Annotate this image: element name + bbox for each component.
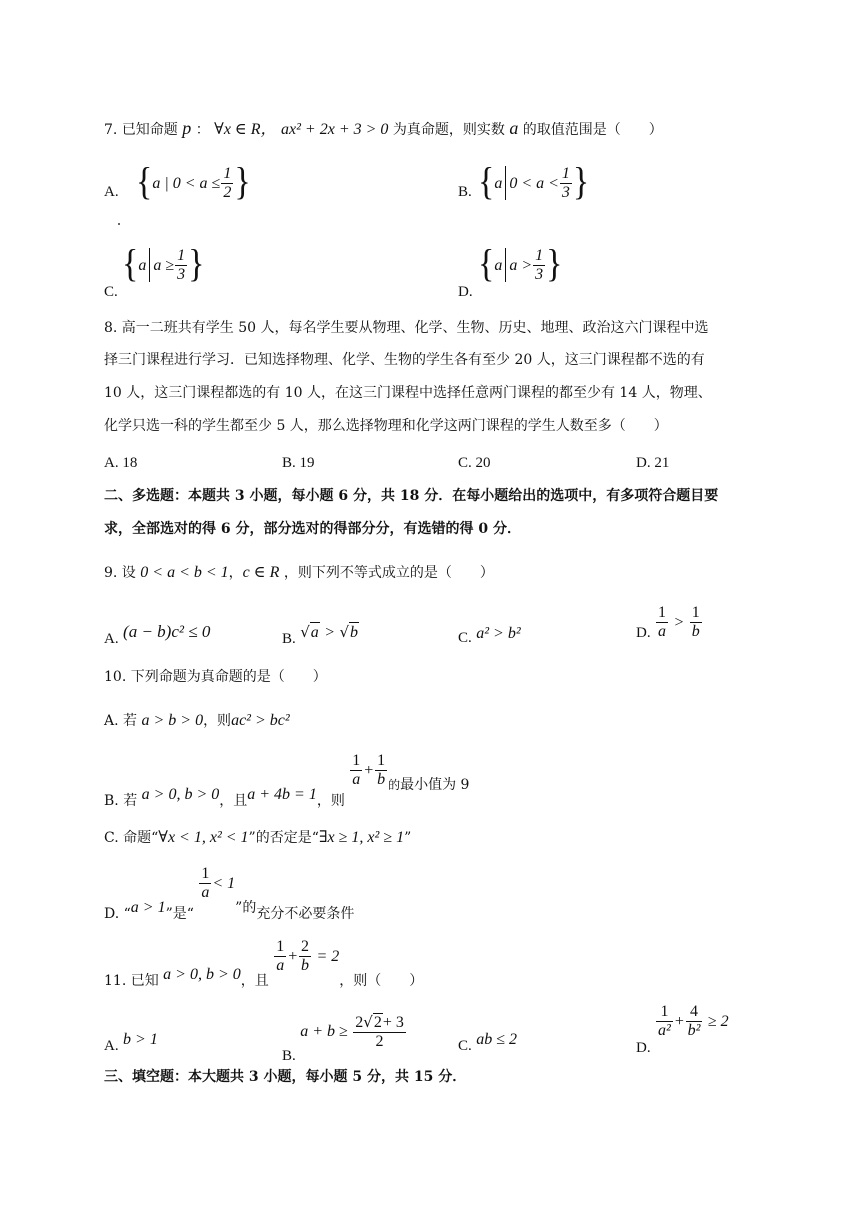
fraction-1-over-b: $\frac{1}{b}$ bbox=[377, 752, 386, 789]
option-expr: ab ≤ 2 bbox=[476, 1031, 517, 1048]
option-label: C. 命题“ bbox=[104, 830, 159, 846]
set-expr: { a a > $\frac{1}{3}$ } bbox=[478, 243, 563, 286]
gt: > bbox=[673, 613, 685, 631]
option-label: A. 若 bbox=[104, 713, 138, 729]
fraction: $\frac{1}{2}$ bbox=[223, 164, 232, 201]
stem-suffix: ，则（ ） bbox=[339, 972, 424, 989]
end-text: ”的 bbox=[235, 899, 257, 916]
set-cond: a | 0 < a ≤ bbox=[152, 174, 221, 192]
lt: < 1 bbox=[212, 874, 236, 892]
q8-option-b: B. 19 bbox=[282, 455, 315, 471]
q7-option-c bbox=[104, 243, 205, 300]
option-expr: (a − b)c² ≤ 0 bbox=[123, 622, 211, 641]
mid-text-2: ，则 bbox=[316, 792, 345, 809]
cond: a > 1 bbox=[130, 898, 166, 916]
q8-line-4: 化学只选一科的学生都至少 5 人，那么选择物理和化学这两门课程的学生人数至多（ ） bbox=[104, 418, 668, 434]
option-label: A. bbox=[104, 184, 119, 200]
option-label: D. “ bbox=[104, 905, 131, 922]
fraction-2-over-b: $\frac{2}{b}$ bbox=[301, 938, 310, 975]
q7-option-b bbox=[458, 161, 590, 204]
q9-option-d bbox=[636, 604, 703, 642]
q8-line-2: 择三门课程进行学习．已知选择物理、化学、生物的学生各有至少 20 人，这三门课程都不选的有 bbox=[104, 352, 705, 368]
q10-option-d bbox=[104, 865, 355, 922]
stem-text-2: 为真命题，则实数 bbox=[392, 122, 505, 138]
gt: > bbox=[324, 624, 336, 641]
cond-2: a + 4b = 1 bbox=[247, 785, 317, 803]
fraction: $\frac{1}{3}$ bbox=[561, 164, 570, 201]
mid-text: ，且 bbox=[219, 792, 248, 809]
option-expr: b > 1 bbox=[123, 1031, 158, 1048]
cond-2: c ∈ R bbox=[242, 564, 280, 581]
sqrt-sign: √ bbox=[339, 623, 350, 641]
cond: a > 0, b > 0 bbox=[163, 965, 241, 983]
stray-dot bbox=[118, 223, 120, 225]
tail: 的 bbox=[388, 777, 401, 792]
mid-text: ”是“ bbox=[165, 905, 194, 922]
option-label: D. bbox=[458, 284, 473, 300]
end-quote: ” bbox=[404, 830, 412, 846]
fraction-4-over-b-squared: $\frac{4}{\text{b²}}$ bbox=[687, 1003, 701, 1040]
q11-option-a bbox=[104, 1030, 158, 1054]
var-a: a bbox=[509, 118, 519, 138]
stem-prefix: 11. 已知 bbox=[104, 972, 159, 989]
option-rhs: ≥ 2 bbox=[707, 1012, 729, 1030]
option-label: D. bbox=[636, 1039, 651, 1056]
fraction-1-over-b: $\frac{1}{b}$ bbox=[691, 604, 700, 641]
stem-prefix: 9. 设 bbox=[104, 565, 136, 581]
tail: 充分不必要条件 bbox=[256, 905, 355, 922]
q11-option-c bbox=[458, 1030, 517, 1054]
fraction-1-over-a-squared: $\frac{1}{\text{a²}}$ bbox=[658, 1003, 671, 1040]
question-number: 7. bbox=[104, 122, 118, 138]
section-2-heading-line-1: 二、多选题：本题共 3 小题，每小题 6 分，共 18 分．在每小题给出的选项中，有多项符合题目要 bbox=[104, 488, 719, 504]
q9-option-c bbox=[458, 624, 521, 646]
option-label: B. bbox=[458, 184, 472, 200]
q11-stem: 11. 已知 a > 0, b > 0，且 $\frac{1}{a}$ + $\frac{2}{b}$ = 2，则（ ） bbox=[104, 938, 424, 989]
q8-option-c: C. 20 bbox=[458, 455, 491, 471]
option-label: B. 若 bbox=[104, 792, 138, 809]
q10-stem: 10. 下列命题为真命题的是（ ） bbox=[104, 669, 327, 685]
fraction-1-over-a: $\frac{1}{a}$ bbox=[352, 752, 361, 789]
q11-option-d: D. $\frac{1}{\text{a²}}$ + $\frac{4}{\text{b²}}$ ≥ 2 bbox=[636, 1003, 729, 1056]
stem-text-3: 的取值范围是（ ） bbox=[522, 122, 663, 138]
q7-option-d bbox=[458, 243, 563, 300]
set-expr: { a 0 < a < $\frac{1}{3}$ } bbox=[478, 161, 590, 204]
prop: ∀x < 1, x² < 1 bbox=[158, 829, 249, 846]
cond-1: 0 < a < b < 1 bbox=[140, 564, 229, 581]
q9-stem bbox=[104, 563, 494, 582]
q10-option-a bbox=[104, 711, 290, 730]
set-expr: { a a ≥ $\frac{1}{3}$ } bbox=[122, 243, 205, 286]
sep: ， bbox=[228, 565, 243, 581]
mid-text: ，则 bbox=[203, 713, 232, 729]
section-2-heading-line-2: 求，全部选对的得 6 分，部分选对的得部分分，有选错的得 0 分． bbox=[104, 521, 521, 537]
q8-option-d: D. 21 bbox=[636, 455, 670, 471]
q10-option-b bbox=[104, 752, 470, 809]
q8-line-3: 10 人，这三门课程都选的有 10 人，在这三门课程中选择任意两门课程的都至少有 14 人，物理、 bbox=[104, 385, 712, 401]
q9-option-a bbox=[104, 622, 211, 647]
sqrt-sign: √ bbox=[300, 623, 310, 641]
forall-expr: ∀x ∈ R， bbox=[214, 121, 277, 138]
stem-text: 已知命题 bbox=[121, 122, 178, 138]
fraction-1-over-a: $\frac{1}{a}$ bbox=[658, 604, 667, 641]
q8-line-1: 8. 高一二班共有学生 50 人，每名学生要从物理、化学、生物、历史、地理、政治这六门课程中选 bbox=[104, 320, 709, 336]
mid-text: ，且 bbox=[240, 972, 269, 989]
option-label: C. bbox=[458, 1038, 472, 1054]
tail-2: 最小值为 9 bbox=[400, 776, 470, 793]
fraction-1-over-a: $\frac{1}{a}$ bbox=[201, 865, 210, 902]
option-expr: a² > b² bbox=[476, 625, 521, 642]
q11-option-b bbox=[282, 1003, 407, 1065]
option-label: D. bbox=[636, 624, 651, 641]
q9-option-b bbox=[282, 622, 359, 647]
option-label: B. bbox=[282, 631, 296, 647]
cond: a > 0, b > 0 bbox=[141, 785, 220, 803]
option-lhs: a + b ≥ bbox=[300, 1023, 348, 1041]
option-label: B. bbox=[282, 1048, 296, 1065]
section-3-heading: 三、填空题：本大题共 3 小题，每小题 5 分，共 15 分． bbox=[104, 1069, 467, 1085]
q8-option-a: A. 18 bbox=[104, 455, 138, 471]
result: ac² > bc² bbox=[231, 712, 290, 729]
option-label: A. bbox=[104, 631, 119, 647]
equals: = 2 bbox=[316, 947, 340, 965]
q7-option-a bbox=[104, 161, 251, 204]
sqrt-b: b bbox=[350, 624, 359, 641]
fraction-sqrt: $\frac{2√2+ 3}{2}$ bbox=[355, 1013, 404, 1051]
quadratic-expr: ax² + 2x + 3 > 0 bbox=[281, 121, 389, 138]
option-label: C. bbox=[104, 284, 118, 300]
q7-stem bbox=[104, 118, 663, 140]
sqrt-a: a bbox=[310, 624, 319, 641]
set-expr: { a | 0 < a ≤ $\frac{1}{2}$ } bbox=[136, 161, 251, 204]
fraction: $\frac{1}{3}$ bbox=[177, 246, 186, 283]
q10-option-c bbox=[104, 828, 411, 847]
cond: a > b > 0 bbox=[141, 712, 204, 729]
mid-text: ”的否定是“ bbox=[248, 830, 319, 846]
colon: ： bbox=[195, 122, 210, 138]
var-p: p bbox=[182, 118, 192, 138]
option-label: A. bbox=[104, 1038, 119, 1054]
stem-suffix: ，则下列不等式成立的是（ ） bbox=[283, 565, 494, 581]
option-label: C. bbox=[458, 630, 472, 646]
negation: ∃x ≥ 1, x² ≥ 1 bbox=[318, 829, 405, 846]
fraction-1-over-a: $\frac{1}{a}$ bbox=[276, 938, 285, 975]
fraction: $\frac{1}{3}$ bbox=[535, 246, 544, 283]
plus: + bbox=[363, 761, 375, 779]
